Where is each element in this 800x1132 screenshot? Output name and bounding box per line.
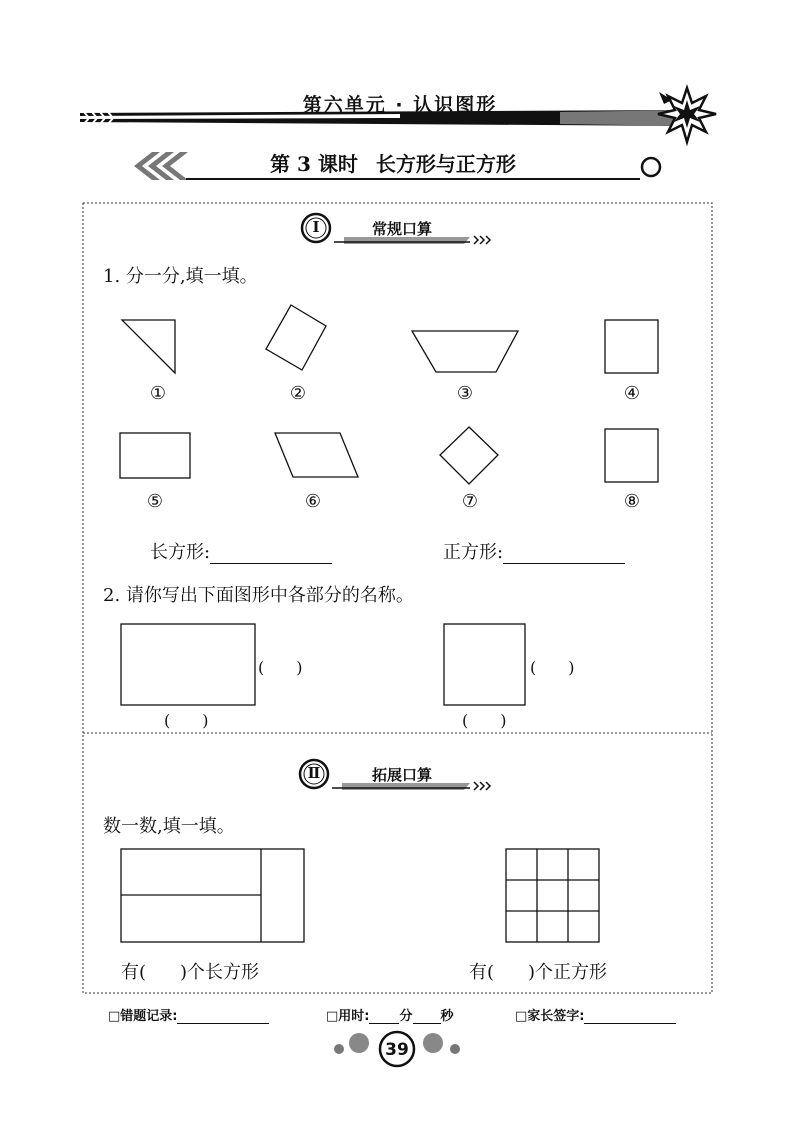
parent-signature (515, 1005, 676, 1024)
q1-text: 1. 分一分,填一填。 (103, 266, 258, 287)
shape-label-1: ① (149, 383, 167, 404)
rectangle-count-suffix: )个长方形 (180, 962, 260, 983)
squares-grid-figure (506, 849, 599, 942)
lesson-topic: 长方形与正方形 (375, 152, 516, 176)
shape-4-square (605, 320, 658, 373)
shape-label-7: ⑦ (461, 491, 479, 512)
q2-rectangle (121, 624, 255, 705)
rectangle-count-answer (121, 958, 259, 984)
errors-blank[interactable] (177, 1009, 269, 1024)
seconds-blank[interactable] (413, 1009, 441, 1024)
square-side-blank-bottom[interactable]: ( ) (462, 711, 507, 730)
shape-label-4: ④ (623, 383, 641, 404)
square-count-answer (469, 958, 607, 984)
unit-title: 第六单元 · 认识图形 (302, 94, 498, 116)
rectangle-count-prefix: 有( (121, 962, 147, 983)
shape-label-5: ⑤ (146, 491, 164, 512)
section1-title: 常规口算 (372, 220, 433, 238)
minutes-blank[interactable] (369, 1009, 399, 1024)
time-label: □用时: (326, 1009, 370, 1024)
rectangle-answer (150, 538, 332, 564)
section2-title: 拓展口算 (372, 766, 433, 784)
minutes-label: 分 (399, 1009, 413, 1024)
section1-number: Ⅰ (312, 218, 320, 236)
seconds-label: 秒 (440, 1009, 454, 1024)
parent-signature-label: □家长签字: (515, 1009, 585, 1024)
errors-record (108, 1005, 269, 1024)
square-count-prefix: 有( (469, 962, 495, 983)
rect-length-blank[interactable]: ( ) (164, 711, 209, 730)
shape-6-parallelogram (275, 433, 358, 477)
section2-text: 数一数,填一填。 (103, 816, 235, 837)
errors-label: □错题记录: (108, 1009, 178, 1024)
rect-width-blank[interactable]: ( ) (258, 658, 303, 677)
time-used (326, 1005, 454, 1024)
shape-label-2: ② (289, 383, 307, 404)
shape-3-trapezoid (412, 331, 518, 372)
q2-text: 2. 请你写出下面图形中各部分的名称。 (103, 585, 414, 606)
lesson-number: 第 3 课时 (270, 152, 358, 176)
square-count-suffix: )个正方形 (528, 962, 608, 983)
shape-2-tilted-rectangle (266, 305, 326, 370)
star-icon (658, 88, 716, 142)
shape-1-triangle (122, 320, 175, 373)
shape-label-6: ⑥ (304, 491, 322, 512)
q2-square (444, 624, 525, 705)
square-answer-blank[interactable] (503, 549, 625, 564)
lesson-title (270, 148, 516, 177)
rectangle-answer-label: 长方形: (150, 542, 211, 563)
shape-8-square (605, 429, 658, 482)
shape-label-3: ③ (456, 383, 474, 404)
section2-number: Ⅱ (307, 764, 321, 782)
square-answer-label: 正方形: (443, 542, 504, 563)
square-answer (443, 538, 625, 564)
page-number: 39 (385, 1040, 409, 1060)
shape-5-rectangle (120, 433, 190, 478)
rectangle-answer-blank[interactable] (210, 549, 332, 564)
rectangles-figure (121, 849, 304, 942)
shape-7-rhombus (440, 427, 498, 484)
shape-label-8: ⑧ (623, 491, 641, 512)
parent-signature-blank[interactable] (584, 1009, 676, 1024)
square-side-blank-right[interactable]: ( ) (530, 658, 575, 677)
